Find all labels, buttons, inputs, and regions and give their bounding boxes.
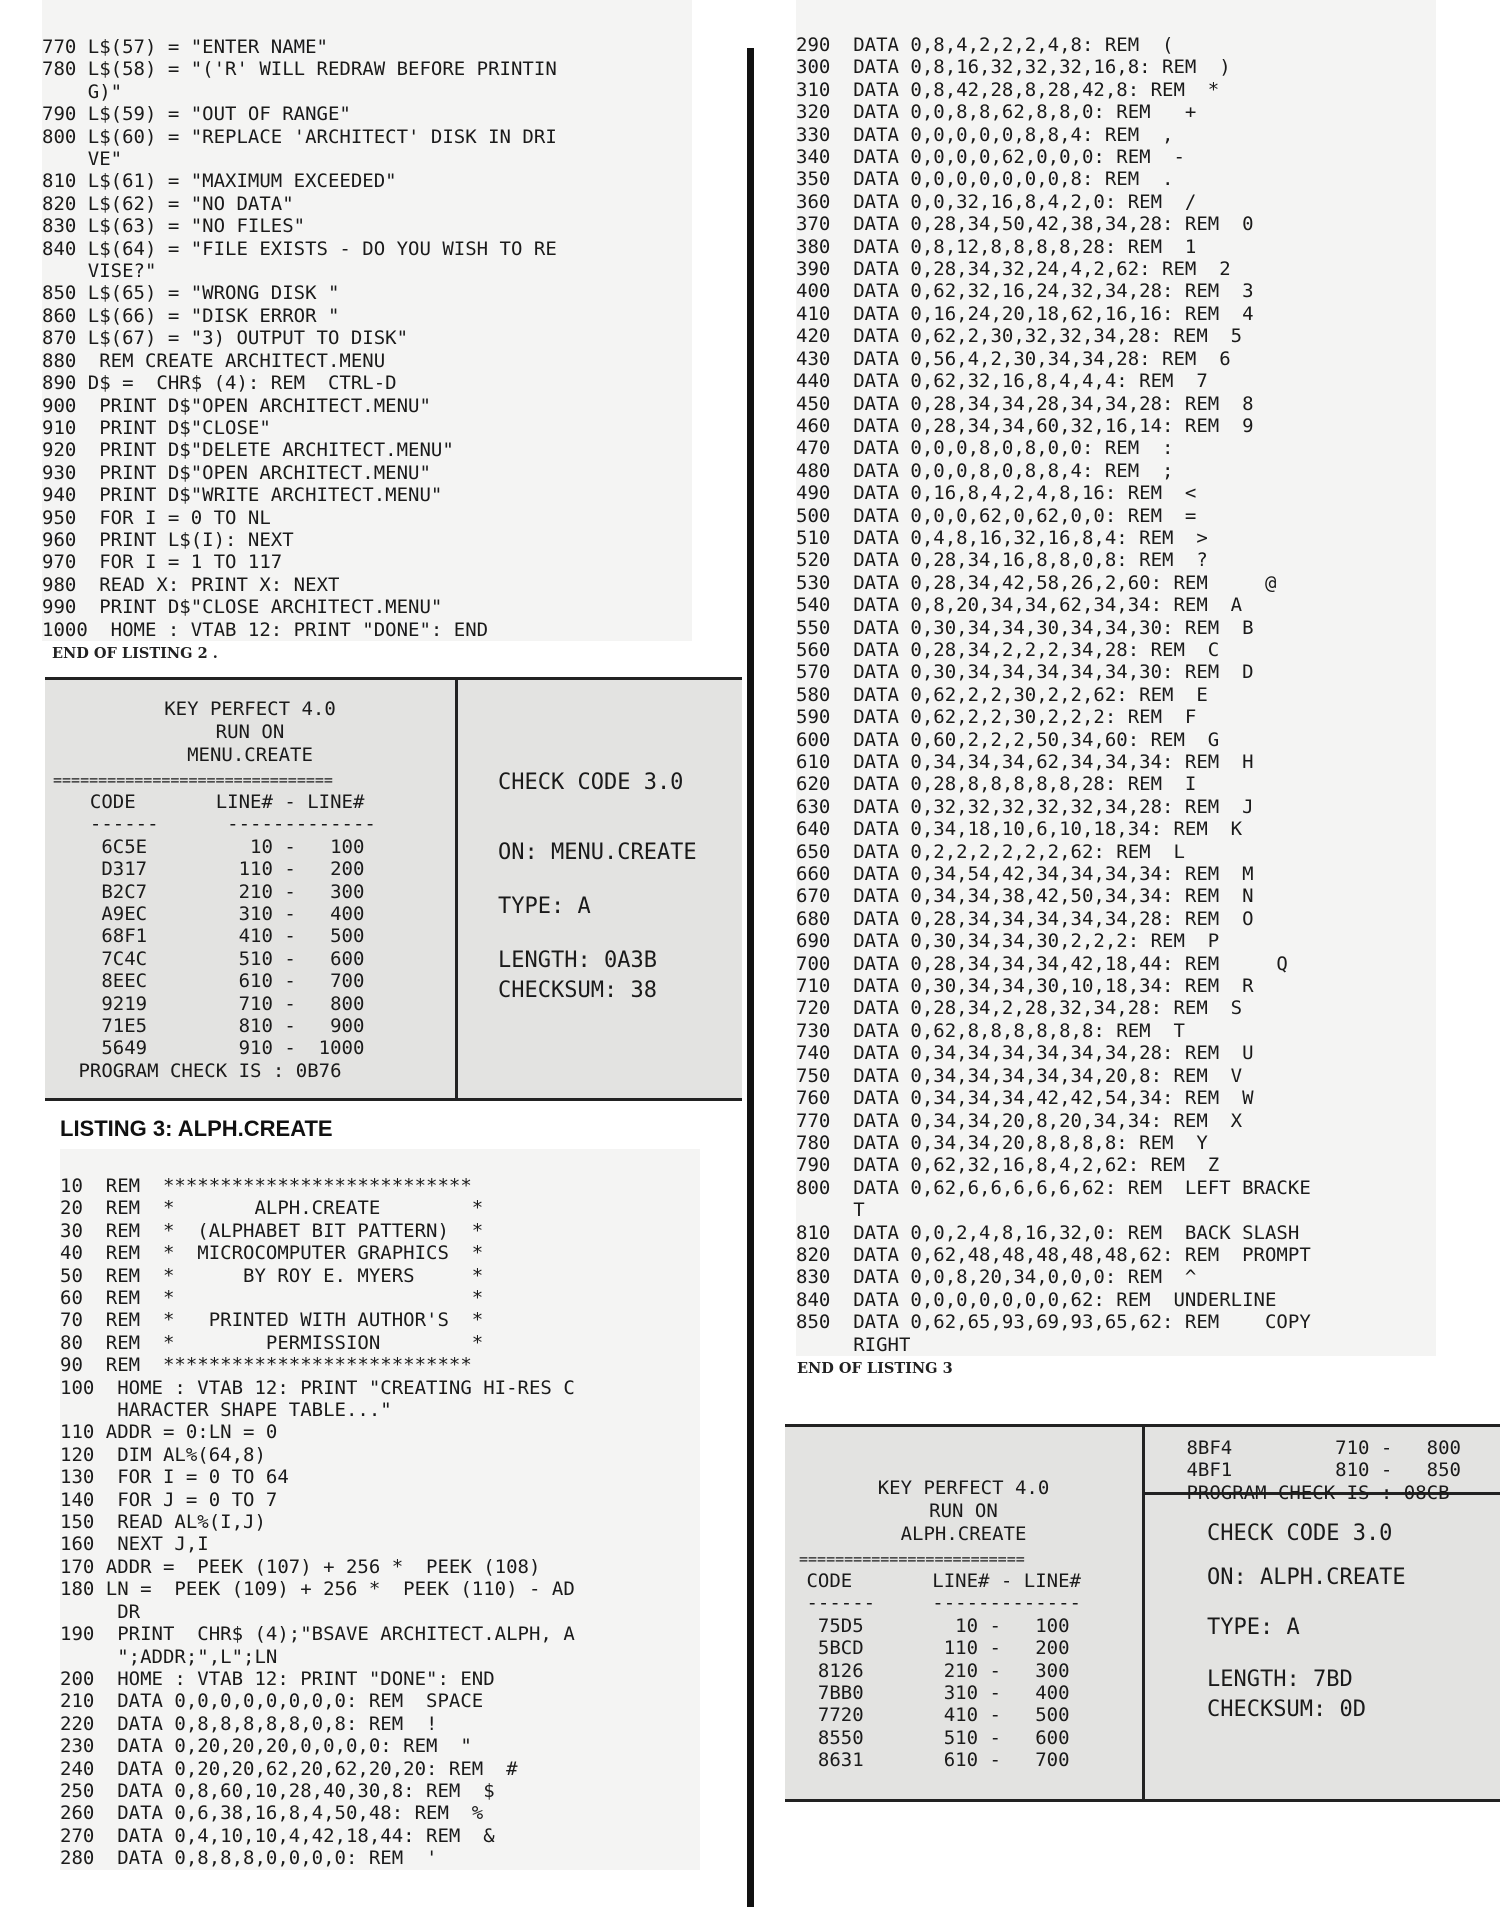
code-line: 800 L$(60) = "REPLACE 'ARCHITECT' DISK IN DRI	[42, 125, 557, 148]
code-line: 180 LN = PEEK (109) + 256 * PEEK (110) - AD	[60, 1578, 575, 1601]
code-line: 280 DATA 0,8,8,8,0,0,0,0: REM '	[60, 1847, 438, 1870]
table-row: 7BB0 310 - 400	[795, 1682, 1070, 1704]
left-column	[0, 0, 742, 1907]
code-line: 900 PRINT D$"OPEN ARCHITECT.MENU"	[42, 394, 431, 417]
code-line: 750 DATA 0,34,34,34,34,34,20,8: REM V	[796, 1064, 1243, 1087]
code-line: 710 DATA 0,30,34,34,30,10,18,34: REM R	[796, 975, 1254, 998]
check-code-title: CHECK CODE 3.0	[1207, 1520, 1393, 1546]
code-line: 20 REM * ALPH.CREATE *	[60, 1197, 484, 1220]
key-perfect-alph-box	[785, 1424, 1500, 1802]
code-line: 990 PRINT D$"CLOSE ARCHITECT.MENU"	[42, 596, 443, 619]
code-line: 760 DATA 0,34,34,34,42,42,54,34: REM W	[796, 1087, 1254, 1110]
code-line: 640 DATA 0,34,18,10,6,10,18,34: REM K	[796, 818, 1243, 841]
code-line: 630 DATA 0,32,32,32,32,32,34,28: REM J	[796, 795, 1254, 818]
key-perfect-alph-rows	[795, 1615, 1142, 1772]
code-line: 650 DATA 0,2,2,2,2,2,2,62: REM L	[796, 840, 1185, 863]
table-row: 9219 710 - 800	[67, 992, 365, 1015]
code-line: 600 DATA 0,60,2,2,2,50,34,60: REM G	[796, 728, 1220, 751]
code-line: 400 DATA 0,62,32,16,24,32,34,28: REM 3	[796, 280, 1254, 303]
program-check: PROGRAM CHECK IS : 08CB	[1175, 1481, 1450, 1504]
code-line: 1000 HOME : VTAB 12: PRINT "DONE": END	[42, 618, 489, 641]
code-line: 880 REM CREATE ARCHITECT.MENU	[42, 349, 386, 372]
code-line: 780 L$(58) = "('R' WILL REDRAW BEFORE PRINTIN	[42, 58, 557, 81]
key-perfect-version: KEY PERFECT 4.0	[877, 1476, 1050, 1499]
key-perfect-alph-extra-rows	[1175, 1437, 1500, 1482]
table-row: 4BF1 810 - 850	[1175, 1459, 1461, 1482]
key-perfect-alph-continued	[1145, 1427, 1500, 1504]
table-row: 5649 910 - 1000	[67, 1037, 365, 1060]
code-line: 810 L$(61) = "MAXIMUM EXCEEDED"	[42, 170, 397, 193]
check-code-length: LENGTH: 0A3B	[498, 947, 657, 973]
table-rule: =========================	[799, 1551, 1025, 1566]
code-line: 510 DATA 0,4,8,16,32,16,8,4: REM >	[796, 526, 1208, 549]
key-perfect-version: KEY PERFECT 4.0	[164, 697, 336, 720]
listing-3-code-left	[60, 1149, 700, 1870]
check-code-title: CHECK CODE 3.0	[498, 769, 684, 795]
code-line: 290 DATA 0,8,4,2,2,2,4,8: REM (	[796, 34, 1174, 56]
code-line: 870 L$(67) = "3) OUTPUT TO DISK"	[42, 327, 409, 350]
check-code-type: TYPE: A	[498, 893, 591, 919]
code-line: 680 DATA 0,28,34,34,34,34,34,28: REM O	[796, 907, 1254, 930]
code-line: 830 DATA 0,0,8,20,34,0,0,0: REM ^	[796, 1266, 1197, 1289]
table-row: 6C5E 10 - 100	[67, 835, 365, 858]
code-line: 360 DATA 0,0,32,16,8,4,2,0: REM /	[796, 190, 1197, 213]
code-line: 610 DATA 0,34,34,34,62,34,34,34: REM H	[796, 751, 1254, 773]
code-line: 730 DATA 0,62,8,8,8,8,8,8: REM T	[796, 1019, 1185, 1042]
code-line: 960 PRINT L$(I): NEXT	[42, 528, 294, 551]
code-line: 220 DATA 0,8,8,8,8,8,0,8: REM !	[60, 1712, 438, 1735]
code-line: 860 L$(66) = "DISK ERROR "	[42, 304, 340, 327]
code-line: 80 REM * PERMISSION *	[60, 1331, 484, 1354]
code-line: 340 DATA 0,0,0,0,62,0,0,0: REM -	[796, 146, 1185, 169]
code-line: 300 DATA 0,8,16,32,32,32,16,8: REM )	[796, 56, 1231, 79]
listing-2-code	[42, 0, 692, 641]
code-line: 60 REM * *	[60, 1287, 484, 1309]
code-line: 790 DATA 0,62,32,16,8,4,2,62: REM Z	[796, 1154, 1220, 1177]
code-line: 770 L$(57) = "ENTER NAME"	[42, 36, 328, 58]
key-perfect-menu-rows	[67, 836, 455, 1060]
code-line: 780 DATA 0,34,34,20,8,8,8,8: REM Y	[796, 1131, 1208, 1154]
code-line: 690 DATA 0,30,34,34,30,2,2,2: REM P	[796, 930, 1220, 953]
code-line: 130 FOR I = 0 TO 64	[60, 1466, 289, 1489]
code-line: 850 DATA 0,62,65,93,69,93,65,62: REM COPY	[796, 1311, 1311, 1334]
code-line: 980 READ X: PRINT X: NEXT	[42, 573, 340, 596]
code-line: 40 REM * MICROCOMPUTER GRAPHICS *	[60, 1242, 484, 1265]
code-line: 50 REM * BY ROY E. MYERS *	[60, 1264, 484, 1287]
check-code-checksum: CHECKSUM: 0D	[1207, 1696, 1366, 1722]
end-of-listing-3-label: END OF LISTING 3	[797, 1359, 953, 1377]
table-row: 75D5 10 - 100	[795, 1614, 1070, 1637]
key-perfect-run-on: RUN ON	[929, 1499, 998, 1522]
key-perfect-alph-table	[785, 1427, 1145, 1799]
code-line: 90 REM ***************************	[60, 1354, 472, 1377]
check-code-type: TYPE: A	[1207, 1614, 1300, 1640]
table-row: 7C4C 510 - 600	[67, 947, 365, 970]
code-line: 330 DATA 0,0,0,0,0,8,8,4: REM ,	[796, 123, 1174, 146]
code-line: 170 ADDR = PEEK (107) + 256 * PEEK (108)	[60, 1555, 541, 1578]
code-line: 590 DATA 0,62,2,2,30,2,2,2: REM F	[796, 706, 1197, 729]
table-rule: ===============================	[53, 772, 333, 787]
code-line: 70 REM * PRINTED WITH AUTHOR'S *	[60, 1309, 484, 1332]
table-row: 8550 510 - 600	[795, 1726, 1070, 1749]
check-code-on: ON: ALPH.CREATE	[1207, 1564, 1406, 1590]
code-line: 250 DATA 0,8,60,10,28,40,30,8: REM $	[60, 1779, 495, 1802]
table-row: D317 110 - 200	[67, 858, 365, 881]
right-column	[760, 0, 1500, 1907]
code-line: 480 DATA 0,0,0,8,0,8,8,4: REM ;	[796, 459, 1174, 482]
code-line: 270 DATA 0,4,10,10,4,42,18,44: REM &	[60, 1824, 495, 1847]
key-perfect-program-name: ALPH.CREATE	[900, 1522, 1027, 1545]
code-line: 570 DATA 0,30,34,34,34,34,34,30: REM D	[796, 661, 1254, 684]
code-line: G)"	[42, 80, 123, 103]
code-line: 240 DATA 0,20,20,62,20,62,20,20: REM #	[60, 1757, 518, 1780]
code-line: VE"	[42, 148, 123, 171]
column-divider	[747, 48, 754, 1907]
code-line: 530 DATA 0,28,34,42,58,26,2,60: REM @	[796, 571, 1277, 594]
code-line: 890 D$ = CHR$ (4): REM CTRL-D	[42, 372, 397, 395]
code-line: 370 DATA 0,28,34,50,42,38,34,28: REM 0	[796, 213, 1254, 236]
code-line: 200 HOME : VTAB 12: PRINT "DONE": END	[60, 1667, 495, 1690]
code-line: 260 DATA 0,6,38,16,8,4,50,48: REM %	[60, 1802, 484, 1825]
check-code-checksum: CHECKSUM: 38	[498, 977, 657, 1003]
code-line: 380 DATA 0,8,12,8,8,8,8,28: REM 1	[796, 235, 1197, 258]
code-line: 150 READ AL%(I,J)	[60, 1511, 266, 1534]
key-perfect-menu-box	[45, 677, 742, 1101]
code-line: 940 PRINT D$"WRITE ARCHITECT.MENU"	[42, 484, 443, 507]
code-line: 930 PRINT D$"OPEN ARCHITECT.MENU"	[42, 461, 431, 484]
code-line: 560 DATA 0,28,34,2,2,2,34,28: REM C	[796, 638, 1220, 661]
table-row: 8631 610 - 700	[795, 1749, 1070, 1772]
code-line: 810 DATA 0,0,2,4,8,16,32,0: REM BACK SLASH	[796, 1221, 1300, 1244]
end-of-listing-2-label: END OF LISTING 2 .	[52, 644, 218, 662]
code-line: DR	[60, 1600, 141, 1623]
code-line: 970 FOR I = 1 TO 117	[42, 551, 283, 574]
code-line: 540 DATA 0,8,20,34,34,62,34,34: REM A	[796, 594, 1243, 617]
code-line: 700 DATA 0,28,34,34,34,42,18,44: REM Q	[796, 952, 1288, 975]
table-row: 71E5 810 - 900	[67, 1015, 365, 1038]
key-perfect-program-name: MENU.CREATE	[187, 743, 313, 766]
code-line: HARACTER SHAPE TABLE..."	[60, 1399, 392, 1422]
table-row: B2C7 210 - 300	[67, 880, 365, 903]
code-line: 190 PRINT CHR$ (4);"BSAVE ARCHITECT.ALPH, A	[60, 1623, 575, 1646]
code-line: 230 DATA 0,20,20,20,0,0,0,0: REM "	[60, 1735, 472, 1758]
code-line: 440 DATA 0,62,32,16,8,4,4,4: REM 7	[796, 370, 1208, 393]
code-line: 790 L$(59) = "OUT OF RANGE"	[42, 103, 351, 126]
code-line: 820 DATA 0,62,48,48,48,48,48,62: REM PROMPT	[796, 1243, 1311, 1266]
code-line: 840 DATA 0,0,0,0,0,0,0,62: REM UNDERLINE	[796, 1288, 1277, 1311]
table-row: 5BCD 110 - 200	[795, 1637, 1070, 1660]
check-code-panel	[458, 680, 742, 1098]
code-line: 110 ADDR = 0:LN = 0	[60, 1421, 278, 1444]
code-line: 430 DATA 0,56,4,2,30,34,34,28: REM 6	[796, 347, 1231, 370]
listing-3-title: LISTING 3: ALPH.CREATE	[60, 1115, 333, 1141]
code-line: 490 DATA 0,16,8,4,2,4,8,16: REM <	[796, 482, 1197, 505]
code-line: 100 HOME : VTAB 12: PRINT "CREATING HI-RES C	[60, 1376, 575, 1399]
code-line: 320 DATA 0,0,8,8,62,8,8,0: REM +	[796, 101, 1197, 124]
code-line: 30 REM * (ALPHABET BIT PATTERN) *	[60, 1219, 484, 1242]
table-row: 8126 210 - 300	[795, 1659, 1070, 1682]
code-line: 910 PRINT D$"CLOSE"	[42, 416, 271, 439]
code-line: 830 L$(63) = "NO FILES"	[42, 215, 306, 238]
program-check: PROGRAM CHECK IS : 0B76	[67, 1059, 342, 1082]
code-line: 720 DATA 0,28,34,2,28,32,34,28: REM S	[796, 997, 1243, 1020]
key-perfect-menu-table	[45, 680, 458, 1098]
code-line: 500 DATA 0,0,0,62,0,62,0,0: REM =	[796, 504, 1197, 527]
table-row: 68F1 410 - 500	[67, 925, 365, 948]
table-row: 8BF4 710 - 800	[1175, 1436, 1461, 1459]
code-line: 210 DATA 0,0,0,0,0,0,0,0: REM SPACE	[60, 1690, 484, 1713]
code-line: 820 L$(62) = "NO DATA"	[42, 192, 294, 215]
code-line: 470 DATA 0,0,0,8,0,8,0,0: REM :	[796, 437, 1174, 460]
code-line: 520 DATA 0,28,34,16,8,8,0,8: REM ?	[796, 549, 1208, 572]
key-perfect-run-on: RUN ON	[215, 720, 285, 743]
table-row: 8EEC 610 - 700	[67, 970, 365, 993]
listing-3-code-right	[796, 0, 1436, 1356]
code-line: 140 FOR J = 0 TO 7	[60, 1488, 278, 1511]
table-row: A9EC 310 - 400	[67, 903, 365, 925]
code-line: 10 REM ***************************	[60, 1174, 472, 1197]
code-line: ";ADDR;",L";LN	[60, 1645, 278, 1668]
key-perfect-alph-side	[1145, 1427, 1500, 1799]
code-line: 660 DATA 0,34,54,42,34,34,34,34: REM M	[796, 863, 1254, 886]
table-row: 7720 410 - 500	[795, 1704, 1070, 1727]
code-line: 120 DIM AL%(64,8)	[60, 1443, 266, 1466]
code-line: 920 PRINT D$"DELETE ARCHITECT.MENU"	[42, 439, 454, 462]
table-column-header: CODE LINE# - LINE#	[67, 790, 365, 813]
code-line: 450 DATA 0,28,34,34,28,34,34,28: REM 8	[796, 392, 1254, 415]
code-line: T	[796, 1199, 865, 1222]
check-code-panel	[1145, 1495, 1500, 1725]
code-line: RIGHT	[796, 1333, 911, 1356]
table-dash-rule: ------ -------------	[795, 1592, 1081, 1615]
code-line: 800 DATA 0,62,6,6,6,6,6,62: REM LEFT BRACKE	[796, 1176, 1311, 1199]
code-line: 950 FOR I = 0 TO NL	[42, 506, 271, 529]
table-column-header: CODE LINE# - LINE#	[795, 1569, 1081, 1592]
code-line: 550 DATA 0,30,34,34,30,34,34,30: REM B	[796, 616, 1254, 639]
table-dash-rule: ------ -------------	[67, 813, 376, 836]
code-line: 460 DATA 0,28,34,34,60,32,16,14: REM 9	[796, 414, 1254, 437]
code-line: 160 NEXT J,I	[60, 1533, 209, 1556]
code-line: 850 L$(65) = "WRONG DISK "	[42, 282, 340, 305]
code-line: 390 DATA 0,28,34,32,24,4,2,62: REM 2	[796, 258, 1231, 281]
code-line: 420 DATA 0,62,2,30,32,32,34,28: REM 5	[796, 325, 1243, 348]
code-line: 770 DATA 0,34,34,20,8,20,34,34: REM X	[796, 1109, 1243, 1132]
check-code-on: ON: MENU.CREATE	[498, 839, 697, 865]
code-line: 840 L$(64) = "FILE EXISTS - DO YOU WISH TO RE	[42, 237, 557, 260]
code-line: 310 DATA 0,8,42,28,8,28,42,8: REM *	[796, 78, 1220, 101]
code-line: 670 DATA 0,34,34,38,42,50,34,34: REM N	[796, 885, 1254, 908]
code-line: 410 DATA 0,16,24,20,18,62,16,16: REM 4	[796, 302, 1254, 325]
code-line: VISE?"	[42, 260, 157, 283]
code-line: 620 DATA 0,28,8,8,8,8,8,28: REM I	[796, 773, 1197, 796]
code-line: 350 DATA 0,0,0,0,0,0,0,8: REM .	[796, 168, 1174, 191]
check-code-length: LENGTH: 7BD	[1207, 1666, 1353, 1692]
code-line: 580 DATA 0,62,2,2,30,2,2,62: REM E	[796, 683, 1208, 706]
code-line: 740 DATA 0,34,34,34,34,34,34,28: REM U	[796, 1042, 1254, 1065]
